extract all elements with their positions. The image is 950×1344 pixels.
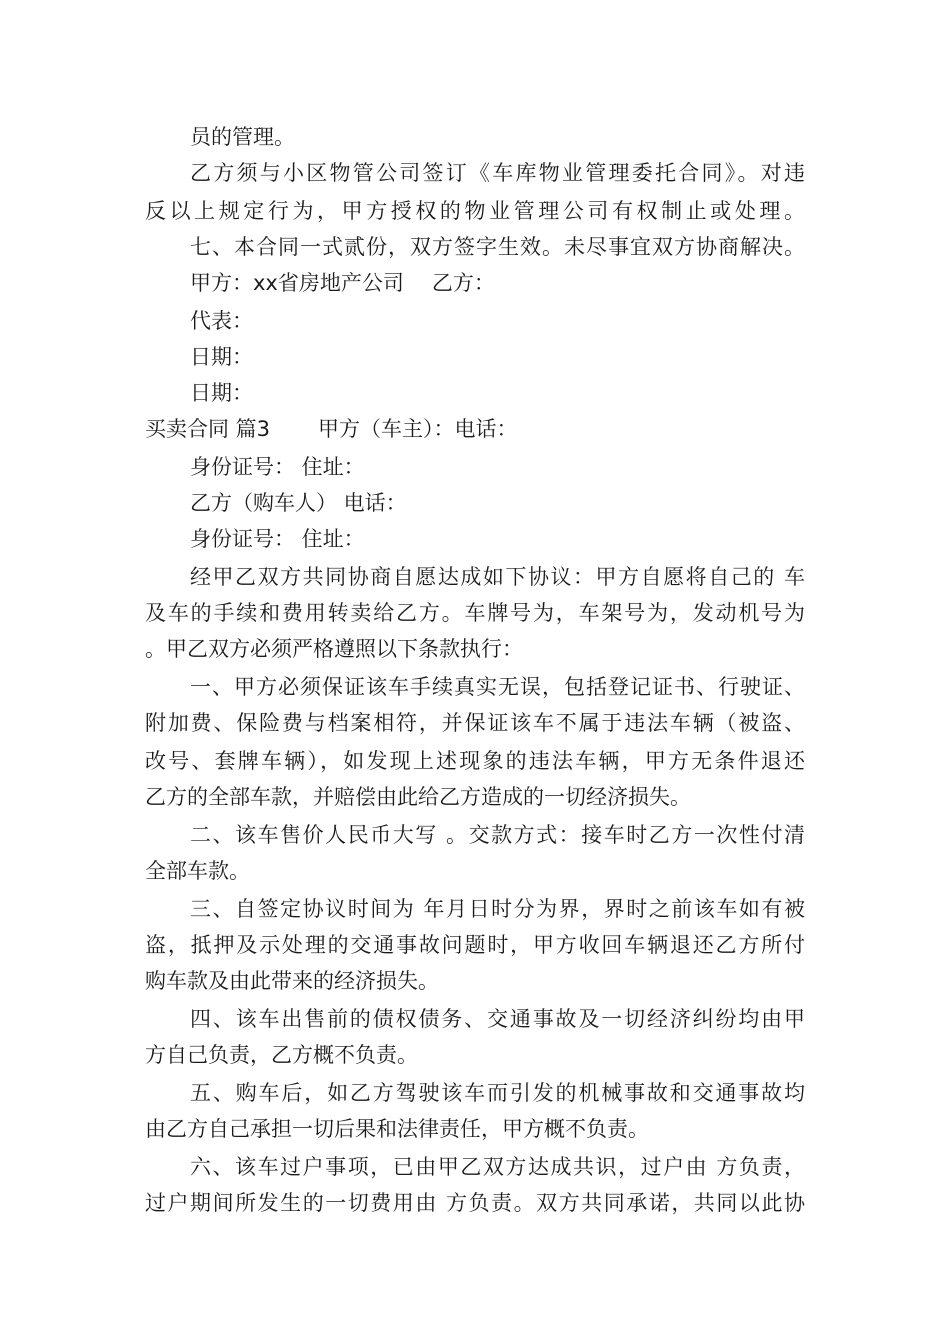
text-line: 反以上规定行为，甲方授权的物业管理公司有权制止或处理。	[145, 199, 805, 223]
text-line: 身份证号： 住址：	[190, 455, 365, 479]
text-line: 乙方的全部车款，并赔偿由此给乙方造成的一切经济损失。	[145, 785, 691, 809]
text-line: 乙方（购车人） 电话：	[190, 491, 407, 515]
text-line: 由乙方自己承担一切后果和法律责任，甲方概不负责。	[145, 1117, 649, 1141]
text-line: 全部车款。	[145, 859, 250, 883]
section-title: 买卖合同 篇3	[145, 417, 271, 441]
text-line: 六、该车过户事项，已由甲乙双方达成共识，过户由 方负责，	[190, 1155, 805, 1179]
text-line: 。甲乙双方必须严格遵照以下条款执行：	[145, 637, 523, 661]
text-line: 经甲乙双方共同协商自愿达成如下协议：甲方自愿将自己的 车	[190, 565, 805, 589]
text-line: 方自己负责，乙方概不负责。	[145, 1043, 418, 1067]
text-line: 三、自签定协议时间为 年月日时分为界，界时之前该车如有被	[190, 897, 805, 921]
section-heading-line	[145, 414, 805, 444]
text-line: 购车款及由此带来的经济损失。	[145, 969, 439, 993]
seller-label: 甲方（车主）：	[318, 417, 455, 441]
text-line: 乙方须与小区物管公司签订《车库物业管理委托合同》。对违	[190, 161, 805, 185]
signature-line	[190, 268, 805, 298]
text-line: 员的管理。	[190, 125, 295, 149]
text-line: 日期：	[190, 381, 253, 405]
text-line: 及车的手续和费用转卖给乙方。车牌号为，车架号为，发动机号为	[145, 601, 805, 625]
text-line: 四、该车出售前的债权债务、交通事故及一切经济纠纷均由甲	[190, 1007, 805, 1031]
phone-label: 电话：	[454, 417, 518, 441]
party-b-label: 乙方：	[431, 271, 495, 295]
text-line: 盗，抵押及示处理的交通事故问题时，甲方收回车辆退还乙方所付	[145, 933, 805, 957]
text-line: 过户期间所发生的一切费用由 方负责。双方共同承诺，共同以此协	[145, 1191, 805, 1215]
text-line: 日期：	[190, 345, 253, 369]
party-a-label: 甲方：xx省房地产公司	[190, 271, 404, 295]
text-line: 身份证号： 住址：	[190, 527, 365, 551]
text-line: 二、该车售价人民币大写 。交款方式：接车时乙方一次性付清	[190, 823, 805, 847]
text-line: 五、购车后，如乙方驾驶该车而引发的机械事故和交通事故均	[190, 1081, 805, 1105]
text-line: 代表：	[190, 309, 253, 333]
text-line: 一、甲方必须保证该车手续真实无误，包括登记证书、行驶证、	[190, 675, 805, 699]
text-line: 七、本合同一式贰份，双方签字生效。未尽事宜双方协商解决。	[190, 235, 805, 259]
text-line: 改号、套牌车辆），如发现上述现象的违法车辆，甲方无条件退还	[145, 749, 805, 773]
text-line: 附加费、保险费与档案相符，并保证该车不属于违法车辆（被盗、	[145, 711, 805, 735]
